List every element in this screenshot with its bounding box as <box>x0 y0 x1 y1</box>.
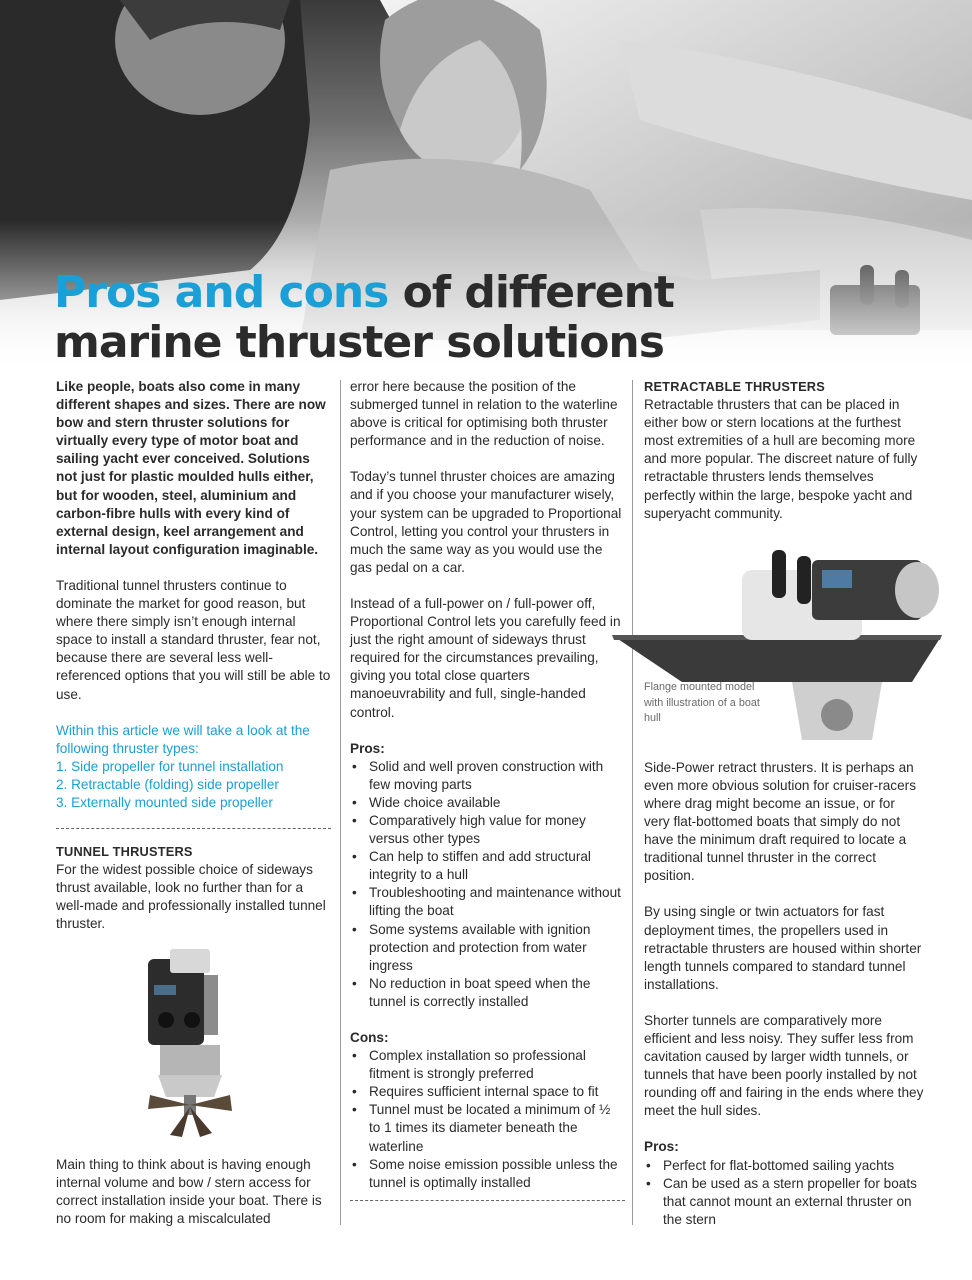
tunnel-paragraph: For the widest possible choice of sideways thrust available, look no further than for a well-made and professionally installed tunnel thruster. <box>56 862 326 932</box>
paragraph-shorter-tunnels: Shorter tunnels are comparatively more efficient and less noisy. They suffer less from cavitation caused by larger width tunnels, or tunnels that have been poorly installed by not rounding off and fairing in the ends where they meet the hull sides. <box>644 1012 924 1119</box>
tunnel-heading: TUNNEL THRUSTERS <box>56 844 193 860</box>
title-rest-line1: of different <box>388 267 674 318</box>
title-accent: Pros and cons <box>54 267 389 318</box>
pros-heading: Pros: <box>644 1139 679 1155</box>
image-caption: Flange mounted model with illustration of a boat hull <box>644 681 760 724</box>
list-item: 1. Side propeller for tunnel installation <box>56 758 284 774</box>
dashed-divider <box>350 1200 625 1201</box>
paragraph-error: error here because the position of the submerged tunnel in relation to the waterline above is critical for optimising both thruster performance and in the reduction of noise. <box>350 379 618 449</box>
dashed-divider <box>56 828 331 829</box>
list-item: 2. Retractable (folding) side propeller <box>56 776 279 792</box>
column-divider <box>340 380 341 1225</box>
title-line2: marine thruster solutions <box>54 317 664 368</box>
list-item: • Can help to stiffen and add structural integrity to a hull <box>350 848 625 884</box>
pros-heading: Pros: <box>350 740 385 756</box>
retractable-heading: RETRACTABLE THRUSTERS <box>644 379 825 394</box>
cons-list <box>350 1047 625 1192</box>
pros-list <box>644 1157 924 1229</box>
list-item: • Solid and well proven construction with few moving parts <box>350 758 625 794</box>
list-item: • Can be used as a stern propeller for boats that cannot mount an external thruster on the stern <box>644 1175 924 1229</box>
retractable-paragraph: Retractable thrusters that can be placed in either bow or stern locations at the furthest most extremities of a hull are becoming more and more popular. The discreet nature of fully retractable thrusters lends themselves perfectly within the large, bespoke yacht and superyacht community. <box>644 397 918 521</box>
column-2 <box>350 378 625 1215</box>
list-item: • Complex installation so professional fitment is strongly preferred <box>350 1047 625 1083</box>
page-title <box>54 268 674 368</box>
column-divider <box>632 380 633 1225</box>
intro-paragraph: Like people, boats also come in many different shapes and sizes. There are now bow and stern thruster solutions for virtually every type of motor boat and sailing yacht ever conceived. Solutions not just for plastic moulded hulls either, but for wooden, steel, aluminium and carbon-fibre hulls with every kind of external design, keel arrangement and internal layout configuration imaginable. <box>56 379 326 557</box>
list-item: • Some noise emission possible unless the tunnel is optimally installed <box>350 1156 625 1192</box>
list-item: • Some systems available with ignition protection and protection from water ingress <box>350 921 625 975</box>
paragraph-choices: Today’s tunnel thruster choices are amazing and if you choose your manufacturer wisely, your system can be upgraded to Proportional Control, letting you control your thrusters in much the same way as you would use the gas pedal on a car. <box>350 469 622 575</box>
cons-heading: Cons: <box>350 1030 389 1045</box>
tunnel-paragraph-2: Main thing to think about is having enough internal volume and bow / stern access for correct installation inside your boat. There is no room for making a miscalculated <box>56 1156 322 1226</box>
list-item: • Wide choice available <box>350 794 625 812</box>
tunnel-thruster-image <box>120 945 270 1140</box>
paragraph-side-power: Side-Power retract thrusters. It is perhaps an even more obvious solution for cruiser-racers where drag might become an issue, or for very flat-bottomed boats that simply do not have the minimum draft required to locate a traditional tunnel thruster in the correct position. <box>644 759 916 884</box>
list-item: • No reduction in boat speed when the tunnel is correctly installed <box>350 975 625 1011</box>
list-item: • Requires sufficient internal space to fit <box>350 1083 625 1101</box>
list-intro: Within this article we will take a look at the following thruster types: <box>56 722 310 756</box>
list-item: 3. Externally mounted side propeller <box>56 794 273 810</box>
list-item: • Comparatively high value for money versus other types <box>350 812 625 848</box>
paragraph-proportional: Instead of a full-power on / full-power off, Proportional Control lets you carefully feed in just the right amount of sideways thrust required for the circumstances prevailing, giving you total close quarters manoeuvrability and full, single-handed control. <box>350 595 621 720</box>
pros-list <box>350 758 625 1011</box>
list-item: • Tunnel must be located a minimum of ½ to 1 times its diameter beneath the waterline <box>350 1101 625 1155</box>
column-3 <box>644 378 924 1229</box>
list-item: • Troubleshooting and maintenance without lifting the boat <box>350 884 625 920</box>
paragraph-actuators: By using single or twin actuators for fast deployment times, the propellers used in retractable thrusters are housed within shorter length tunnels compared to standard tunnel installations. <box>644 904 922 992</box>
paragraph-traditional: Traditional tunnel thrusters continue to dominate the market for good reason, but where there simply isn’t enough internal space to install a standard thruster, fear not, because there are several less well-referenced options that you will still be able to use. <box>56 577 331 702</box>
list-item: • Perfect for flat-bottomed sailing yachts <box>644 1157 924 1175</box>
